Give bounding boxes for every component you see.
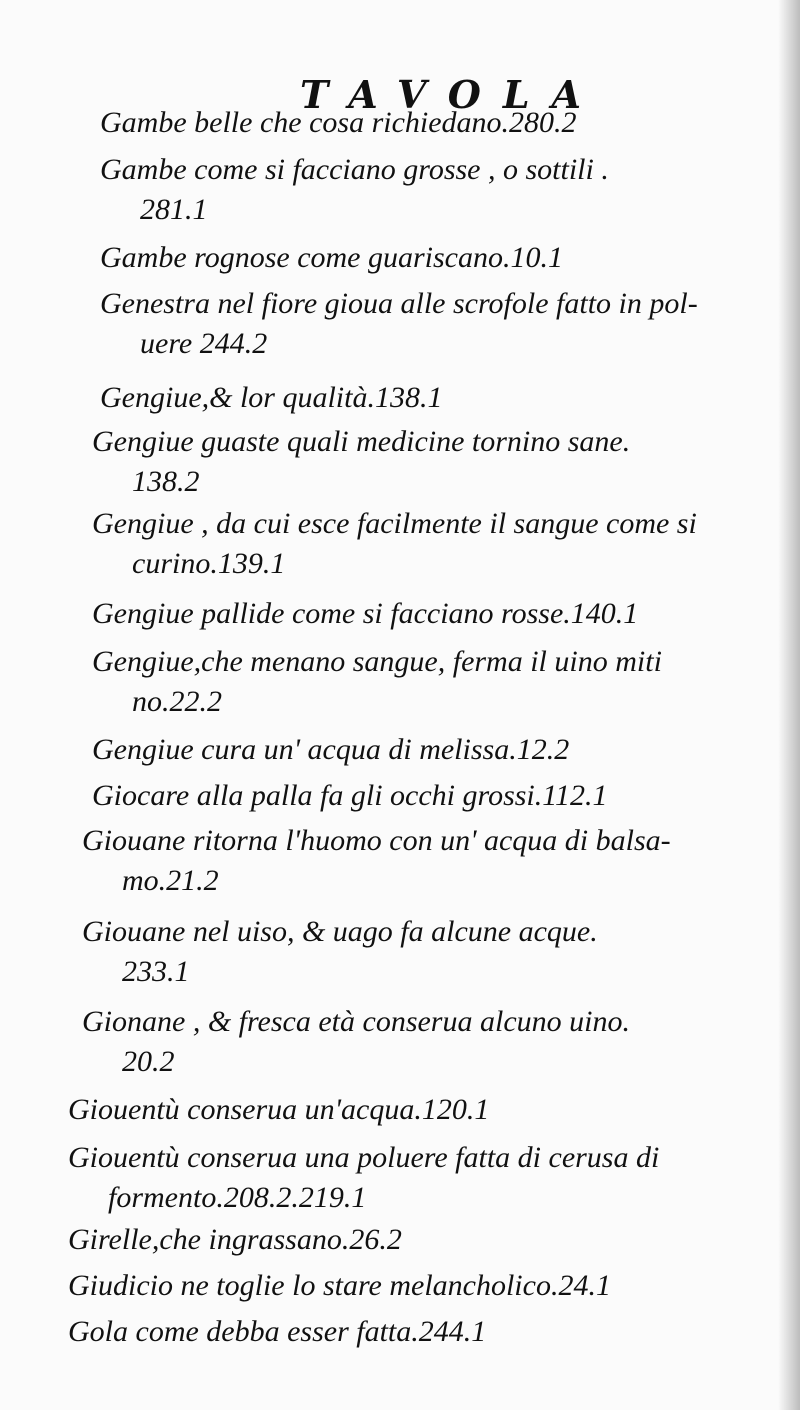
index-entry [68,1220,402,1260]
index-entry [92,642,662,722]
index-entry [100,238,563,278]
entry-continuation-line: 20.2 [122,1045,175,1078]
index-entry [100,103,577,143]
index-entry [92,776,608,816]
index-entry [100,150,609,230]
index-entry [100,284,698,364]
entry-line: Gambe belle che cosa richiedano.280.2 [100,106,577,139]
entry-line: Giouentù conserua una poluere fatta di cerusa di [68,1141,660,1174]
entry-continuation-line: curino.139.1 [132,547,286,580]
entry-continuation-line: uere 244.2 [140,327,268,360]
index-entry [92,594,638,634]
entry-line: Giouentù conserua un'acqua.120.1 [68,1093,490,1126]
entry-line: Gambe come si facciano grosse , o sottili . [100,153,609,186]
entry-line: Gambe rognose come guariscano.10.1 [100,241,563,274]
entry-line: Giocare alla palla fa gli occhi grossi.112.1 [92,779,608,812]
entry-line: Gengiue,& lor qualità.138.1 [100,381,443,414]
index-entry [68,1090,489,1130]
entry-continuation-line: 233.1 [122,955,190,988]
entry-continuation-line: no.22.2 [132,685,222,718]
entry-line: Girelle,che ingrassano.26.2 [68,1223,402,1256]
entry-continuation-line: 138.2 [132,465,200,498]
index-entry [68,1138,659,1218]
index-entry [68,1312,486,1352]
index-entry [82,912,598,992]
entry-line: Gola come debba esser fatta.244.1 [68,1315,487,1348]
running-head: TAVOLA [300,72,604,117]
index-entry [82,821,671,901]
index-entry [92,730,569,770]
entry-continuation-line: mo.21.2 [122,864,219,897]
entry-line: Gengiue cura un' acqua di melissa.12.2 [92,733,570,766]
entry-line: Gengiue , da cui esce facilmente il sangue come si [92,507,697,540]
index-entry [82,1002,630,1082]
entry-line: Gengiue guaste quali medicine tornino sane. [92,425,631,458]
page-edge-shadow [778,0,800,1410]
index-entry [100,378,442,418]
index-entry [92,422,630,502]
index-entry [92,504,697,584]
entry-line: Giouane nel uiso, & uago fa alcune acque. [82,915,598,948]
entry-line: Genestra nel fiore gioua alle scrofole fatto in pol- [100,287,698,320]
entry-line: Gengiue,che menano sangue, ferma il uino miti [92,645,662,678]
entry-line: Giudicio ne toglie lo stare melancholico.24.1 [68,1269,611,1302]
entry-line: Gengiue pallide come si facciano rosse.140.1 [92,597,639,630]
index-entry [68,1266,611,1306]
entry-line: Giouane ritorna l'huomo con un' acqua di balsa- [82,824,671,857]
entry-line: Gionane , & fresca età conserua alcuno uino. [82,1005,630,1038]
entry-continuation-line: formento.208.2.219.1 [108,1181,367,1214]
entry-continuation-line: 281.1 [140,193,208,226]
